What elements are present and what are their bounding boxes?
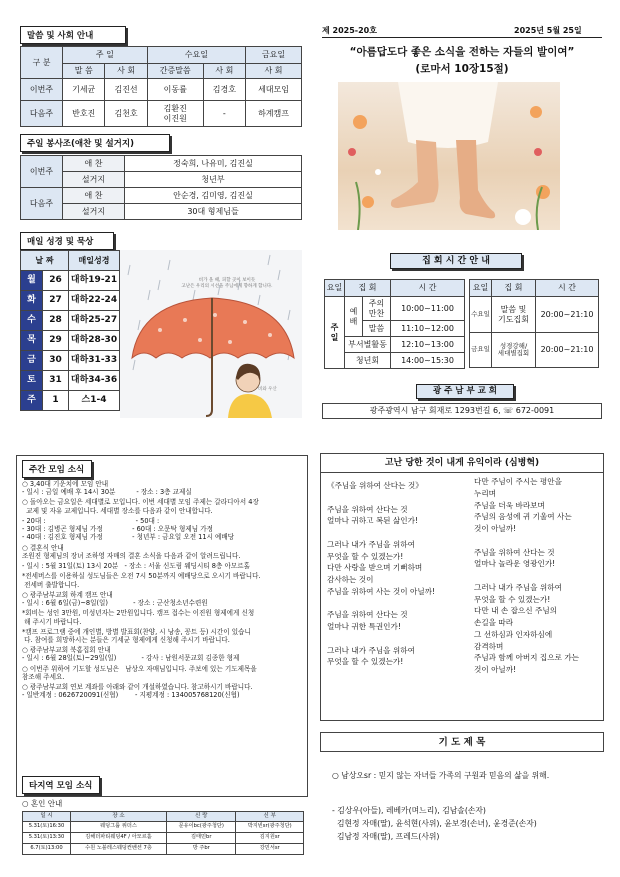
worship-label: 예 배 — [345, 297, 363, 337]
feet-image — [338, 82, 560, 230]
dish-label: 설거지 — [63, 204, 125, 220]
prayer-family: - 김상우(아들), 레베카(며느리), 김남솔(손자) 김현정 자매(딸), 윤석현(사위), 윤보경(손녀), 윤경준(손자) 김남정 자매(딸), 프레드(사위) — [332, 806, 537, 841]
news-item: *캠프 프로그램 중에 개인별, 방별 발표회(찬양, 시 낭송, 꽁트 등) 시간이 있습니 다. 참여를 희망하시는 분들은 기세균 형제에게 신청해 주시기 바랍니다. — [22, 627, 251, 644]
cell: 강민서sr — [236, 844, 304, 855]
dept-label: 부서별활동 — [345, 337, 391, 353]
wed-label: 수요일 — [470, 297, 492, 333]
meal-label: 애 찬 — [63, 156, 125, 172]
h-col: 신 랑 — [167, 812, 236, 822]
time: 20:00~21:10 — [536, 297, 599, 333]
time: 10:00~11:00 — [391, 297, 465, 321]
cell: 김지원sr — [236, 833, 304, 844]
reading-date: 26 — [43, 271, 69, 291]
cell: 하계캠프 — [246, 101, 302, 127]
cell: 박지빈sr(광주청단) — [236, 822, 304, 833]
news-item: ○ 돌아오는 금요일은 세대별로 모입니다. 이번 세대별 모임 주제는 갈라디아서 4장 교제 및 자유 교제입니다. 세대별 장소를 다음과 같이 안내합니다. — [22, 498, 259, 515]
prayer-line: ○ 남상오sr : 믿지 않는 자녀들 가족의 구원과 믿음의 삶을 위해. — [332, 771, 550, 780]
news-item: *회비는 성인 3만원, 미성년자는 2만원입니다. 캠프 접수는 이진원 형제에게 신청 해 주시기 바랍니다. — [22, 609, 255, 626]
cell: 기세균 — [63, 79, 105, 101]
h-col: 신 부 — [236, 812, 304, 822]
reading-day: 월 — [21, 271, 43, 291]
verse-text: “아름답도다 좋은 소식을 전하는 자들의 발이여” — [349, 46, 575, 58]
lords-supper-label: 주의 만찬 — [363, 297, 391, 321]
h-word: 말 씀 — [63, 64, 105, 79]
h-fri: 금요일 — [246, 47, 302, 64]
reading-passage: 대하22-24 — [69, 291, 120, 311]
wedding-subtitle: ○ 혼인 안내 — [22, 799, 63, 808]
weekly-news-list — [22, 480, 304, 702]
cell: 김환진 이진원 — [147, 101, 203, 127]
cell: 5.31(토)16:30 — [23, 822, 71, 833]
other-news-title: 타지역 모임 소식 — [22, 776, 100, 794]
reading-passage: 스1-4 — [69, 391, 120, 411]
cell: 반호진 — [63, 101, 105, 127]
bible-reading-table — [20, 250, 120, 411]
cell: 문유이bc(광주청단) — [167, 822, 236, 833]
sermon-schedule-table — [20, 46, 302, 127]
h-category: 구 분 — [21, 47, 63, 79]
reading-date: 1 — [43, 391, 69, 411]
cell: 웨딩그룹 위더스 — [71, 822, 167, 833]
issue-number: 제 2025-20호 — [322, 26, 377, 35]
reading-passage: 대하19-21 — [69, 271, 120, 291]
reading-date: 30 — [43, 351, 69, 371]
row-label: 이번주 — [21, 156, 63, 188]
header-divider — [322, 37, 602, 38]
cell: 김경호 — [203, 79, 245, 101]
reading-day: 화 — [21, 291, 43, 311]
h-wed: 수요일 — [147, 47, 245, 64]
news-item: *전세버스를 이용하실 성도님들은 오전 7시 50분까지 예배당으로 오시기 바랍니다. 전세버 출발합니다. — [22, 572, 261, 589]
cell: 방 주br — [167, 844, 236, 855]
news-item: ○ 광주남부교회 하계 캠프 안내 - 일시 : 6월 6일(금)~8일(일) - 장소 : 군산청소년수련원 — [22, 590, 208, 608]
cell: 김진선 — [105, 79, 147, 101]
reading-day: 수 — [21, 311, 43, 331]
weekday-meeting-table — [469, 279, 599, 368]
dish-label: 설거지 — [63, 172, 125, 188]
time: 14:00~15:30 — [391, 353, 465, 369]
weekly-news-title: 주간 모임 소식 — [22, 460, 92, 478]
reading-passage: 대하28-30 — [69, 331, 120, 351]
meal-names: 안순경, 김미영, 김진실 — [125, 188, 302, 204]
reading-passage: 대하25-27 — [69, 311, 120, 331]
news-item: ○ 광주남부교회 북홈집회 안내 - 일시 : 6월 28일(토)~29일(일) - 강사 : 남원서문교회 김종한 형제 — [22, 646, 240, 663]
word-label: 말씀 — [363, 321, 391, 337]
fri-meeting: 성경강해/ 세대별집회 — [492, 333, 536, 368]
reading-day: 주 — [21, 391, 43, 411]
dish-names: 30대 형제님들 — [125, 204, 302, 220]
news-item: ○ 3,40대 기운치에 모임 안내 - 일시 : 금일 예배 후 14시 30분 - 장소 : 3층 교제실 — [22, 480, 192, 497]
cell: - — [203, 101, 245, 127]
h-time: 시 간 — [536, 280, 599, 297]
cell: 김천호 — [105, 101, 147, 127]
umbrella-illustration — [120, 250, 302, 418]
issue-date: 2025년 5월 25일 — [514, 26, 582, 35]
cell: 김태민br — [167, 833, 236, 844]
dish-names: 청년부 — [125, 172, 302, 188]
meal-label: 애 찬 — [63, 188, 125, 204]
h-date: 날 짜 — [21, 251, 69, 271]
h-sunday: 주 일 — [63, 47, 148, 64]
row-label: 다음주 — [21, 188, 63, 220]
wed-meeting: 말씀 및 기도집회 — [492, 297, 536, 333]
time: 11:10~12:00 — [391, 321, 465, 337]
h-wed-host: 사 회 — [203, 64, 245, 79]
sunday-label: 주 일 — [325, 297, 345, 369]
meditation-title: 고난 당한 것이 내게 유익이라 (심병혁) — [320, 453, 604, 473]
reading-date: 31 — [43, 371, 69, 391]
reading-day: 금 — [21, 351, 43, 371]
meeting-times-title: 집 회 시 간 안 내 — [390, 253, 522, 269]
reading-date: 27 — [43, 291, 69, 311]
illustration-caption: 비가 올 때, 피할 곳이 보이듯 고난은 우리의 시선을 주님에게 향하게 합니다. — [181, 278, 273, 290]
verse-ref: (로마서 10장15절) — [415, 63, 509, 75]
church-address: 광주광역시 남구 회재로 1293번길 6, ☏ 672-0091 — [322, 403, 602, 419]
cell: 수원 노블레스웨딩컨벤션 7층 — [71, 844, 167, 855]
wedding-table — [22, 811, 304, 855]
sermon-schedule-title: 말씀 및 사회 안내 — [20, 26, 126, 44]
youth-label: 청년회 — [345, 353, 391, 369]
prayer-title: 기 도 제 목 — [320, 732, 604, 752]
meditation-left-text: 《주님을 위하여 산다는 것》 주님을 위하여 산다는 것 얼마나 귀하고 복된 삶인가! 그러나 내가 주님을 위하여 무엇을 할 수 있겠는가! 다만 사랑을 받으며 기뻐하며 감사하는 것이 주님을 위하여 사는 것이 아닐까! 주님을 위하여 산다는 것 얼마나 귀한 특권인가! 그러나 내가 주님을 위하여 무엇을 할 수 있겠는가! — [327, 481, 436, 667]
h-wed-word: 간증말씀 — [147, 64, 203, 79]
cell: 세대모임 — [246, 79, 302, 101]
h-fri-host: 사 회 — [246, 64, 302, 79]
umbrella-rain-image — [120, 250, 302, 418]
news-item: ○ 광주남부교회 연보 계좌를 아래와 같이 개설하였습니다. 참고하시기 바랍니다. - 일반계정 : 0626720091(신협) - 지평계정 : 134005768120(신협) — [22, 683, 253, 700]
walking-feet-picture — [338, 82, 560, 230]
cell: 5.31(토)13:30 — [23, 833, 71, 844]
reading-passage: 대하31-33 — [69, 351, 120, 371]
service-team-table — [20, 155, 302, 220]
cell: 6.7(토)13:00 — [23, 844, 71, 855]
h-meeting: 집 회 — [492, 280, 536, 297]
time: 12:10~13:00 — [391, 337, 465, 353]
time: 20:00~21:10 — [536, 333, 599, 368]
news-item: - 일시 : 5월 31일(토) 13시 20분 - 장소 : 서울 신도림 웨딩시티 8층 아모르홀 — [22, 562, 250, 571]
bible-reading-title: 매일 성경 및 묵상 — [20, 232, 114, 250]
news-item: ○ 결혼식 안내 조원진 형제님의 장녀 조하영 자매의 결혼 소식을 다음과 같이 알려드립니다. — [22, 543, 241, 560]
news-item: - 20대 : - 50대 : - 30대 : 김병곤 형제님 가정 - 60대 : 오문탁 형제님 가정 - 40대 : 김진호 형제님 가정 - 청년부 : 금요일 오전 11시 예배당 — [22, 516, 235, 542]
service-team-title: 주일 봉사조(애찬 및 설거지) — [20, 134, 170, 152]
h-meeting: 집 회 — [345, 280, 391, 297]
reading-date: 28 — [43, 311, 69, 331]
reading-date: 29 — [43, 331, 69, 351]
h-reading: 매일성경 — [69, 251, 120, 271]
h-col: 장 소 — [71, 812, 167, 822]
cell: 김해더파티웨딩4F / 아모르홀 — [71, 833, 167, 844]
reading-passage: 대하34-36 — [69, 371, 120, 391]
row-label: 다음주 — [21, 101, 63, 127]
h-time: 시 간 — [391, 280, 465, 297]
church-name: 광 주 남 부 교 회 — [416, 384, 514, 399]
h-day: 요일 — [470, 280, 492, 297]
illustration-name: 비와 우산 — [258, 387, 277, 392]
fri-label: 금요일 — [470, 333, 492, 368]
h-host: 사 회 — [105, 64, 147, 79]
cell: 이동률 — [147, 79, 203, 101]
news-item: ○ 이번주 위하여 기도할 성도님은 남상오 자매님입니다. 주보에 있는 기도제목을 참조해 주세요. — [22, 664, 257, 681]
meal-names: 정숙희, 나유미, 김진실 — [125, 156, 302, 172]
h-day: 요일 — [325, 280, 345, 297]
reading-day: 목 — [21, 331, 43, 351]
meditation-right-text: 다만 주님이 주시는 평안을 누리며 주님을 더욱 바라보며 주님의 음성에 귀 기울여 사는 것이 아닐까! 주님을 위하여 산다는 것 얼마나 놀라운 영광인가! 그러나 내가 주님을 위하여 무엇을 할 수 있겠는가! 다만 내 손 잡으신 주님의 손길을 따라 그 선하심과 인자하심에 감격하며 주님과 함께 아버지 집으로 가는 것이 아닐까! — [474, 477, 580, 675]
reading-day: 토 — [21, 371, 43, 391]
sunday-meeting-table — [324, 279, 465, 369]
h-col: 일 시 — [23, 812, 71, 822]
row-label: 이번주 — [21, 79, 63, 101]
